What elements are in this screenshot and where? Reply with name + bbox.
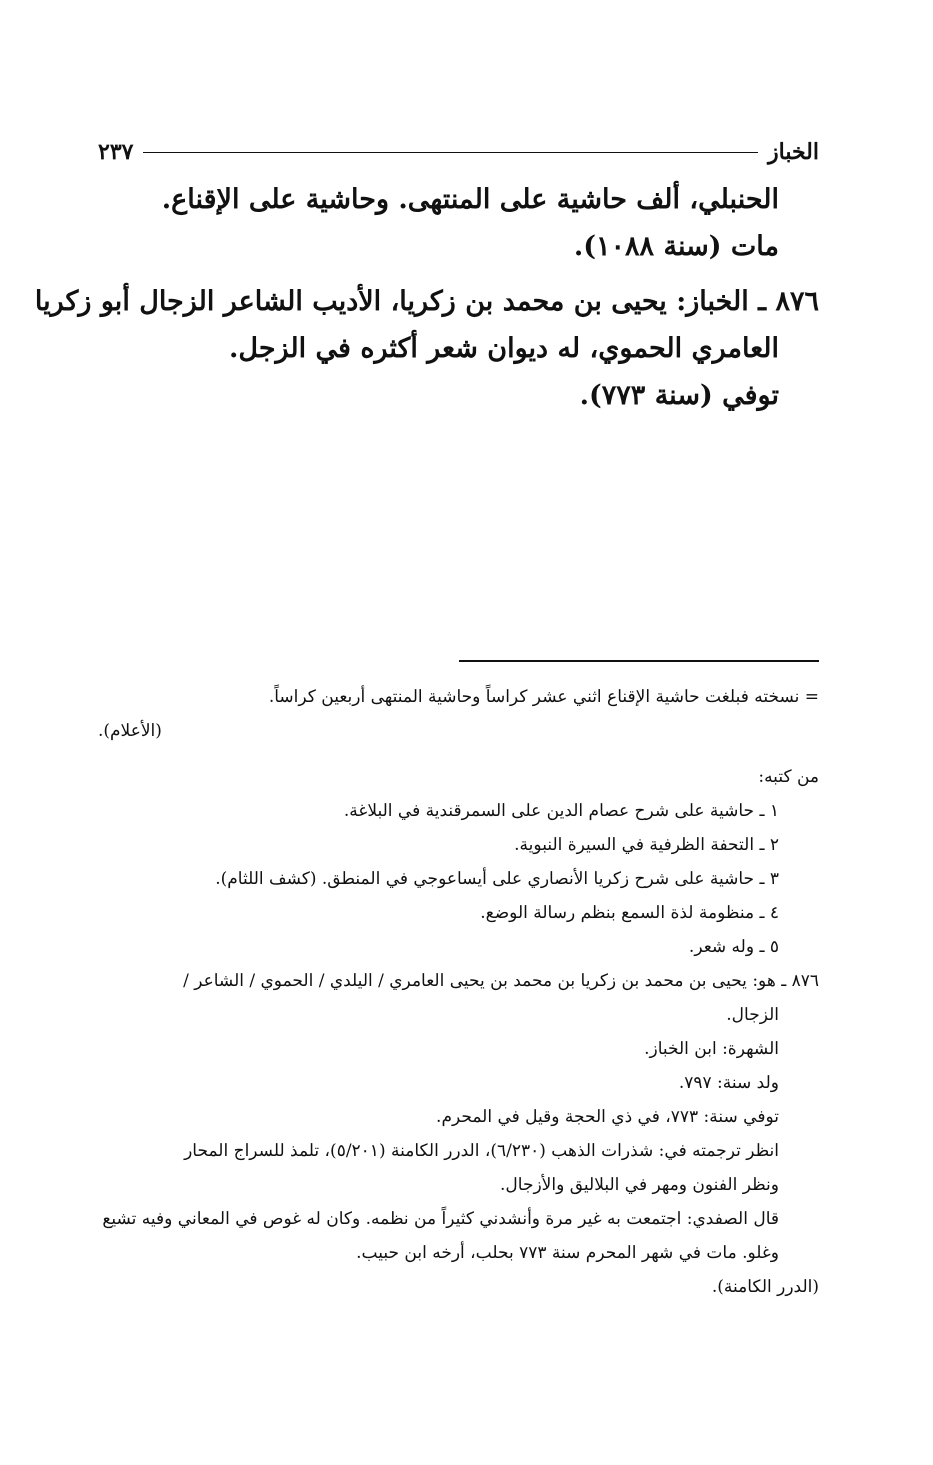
main-line: مات (سنة ١٠٨٨).	[573, 231, 779, 262]
note-line: وغلو. مات في شهر المحرم سنة ٧٧٣ بحلب، أرخه ابن حبيب.	[356, 1243, 779, 1263]
note-line: ونظر الفنون ومهر في البلاليق والأزجال.	[500, 1175, 779, 1195]
works-item: ٤ ـ منظومة لذة السمع بنظم رسالة الوضع.	[480, 903, 779, 923]
main-line: الحنبلي، ألف حاشية على المنتهى. وحاشية على الإقناع.	[161, 184, 779, 215]
note-line: الشهرة: ابن الخباز.	[644, 1039, 779, 1059]
main-text	[34, 176, 819, 419]
works-item: ٣ ـ حاشية على شرح زكريا الأنصاري على أيساعوجي في المنطق. (كشف اللثام).	[215, 869, 779, 889]
footnote-separator	[459, 660, 819, 662]
note-line: توفي سنة: ٧٧٣، في ذي الحجة وقيل في المحرم.	[436, 1107, 779, 1127]
works-item: ٢ ـ التحفة الظرفية في السيرة النبوية.	[514, 835, 779, 855]
note-line: ولد سنة: ٧٩٧.	[678, 1073, 779, 1093]
works-item: ٥ ـ وله شعر.	[688, 937, 779, 957]
works-item: ١ ـ حاشية على شرح عصام الدين على السمرقندية في البلاغة.	[343, 801, 779, 821]
note-line: ٨٧٦ ـ هو: يحيى بن محمد بن زكريا بن محمد بن يحيى العامري / اليلدي / الحموي / الشاعر /	[183, 971, 819, 991]
entry-heading-line: ٨٧٦ ـ الخباز: يحيى بن محمد بن زكريا، الأديب الشاعر الزجال أبو زكريا	[34, 286, 819, 317]
footnote-source: (الأعلام).	[98, 721, 162, 741]
note-line: قال الصفدي: اجتمعت به غير مرة وأنشدني كثيراً من نظمه. وكان له غوص في المعاني وفيه تشيع	[102, 1209, 779, 1229]
note-line: انظر ترجمته في: شذرات الذهب (٦/٢٣٠)، الدرر الكامنة (٥/٢٠١)، تلمذ للسراج المحار	[184, 1141, 779, 1161]
header-title: الخباز	[768, 139, 819, 165]
main-line: توفي (سنة ٧٧٣).	[579, 380, 779, 411]
main-line: العامري الحموي، له ديوان شعر أكثره في الزجل.	[228, 333, 779, 364]
footnote-continuation: = نسخته فبلغت حاشية الإقناع اثني عشر كراساً وحاشية المنتهى أربعين كراساً.	[268, 687, 819, 707]
page-number: ٢٣٧	[98, 139, 134, 165]
running-header	[98, 135, 819, 169]
footnotes	[98, 680, 819, 1304]
note-line: الزجال.	[726, 1005, 779, 1025]
works-intro: من كتبه:	[758, 767, 819, 787]
header-rule	[143, 152, 758, 153]
footnote-source: (الدرر الكامنة).	[711, 1277, 819, 1297]
